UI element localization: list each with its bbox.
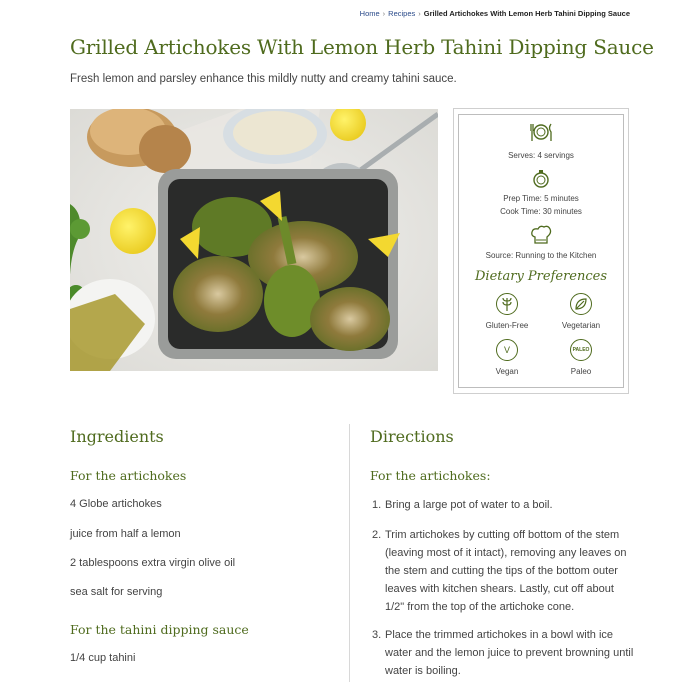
step-text: Bring a large pot of water to a boil. bbox=[385, 499, 553, 511]
plate-cutlery-icon bbox=[529, 122, 553, 142]
breadcrumb-recipes-link[interactable]: Recipes bbox=[388, 9, 416, 18]
cook-time-text: Cook Time: 30 minutes bbox=[500, 207, 582, 216]
page-subtitle: Fresh lemon and parsley enhance this mildly nutty and creamy tahini sauce. bbox=[70, 73, 457, 85]
ingredient-item: juice from half a lemon bbox=[70, 528, 181, 540]
step-text: Place the trimmed artichokes in a bowl with ice water and the lemon juice to prevent browning until water is boiling. bbox=[385, 629, 634, 677]
diet-gluten-free bbox=[477, 293, 537, 330]
ingredient-group-title: For the tahini dipping sauce bbox=[70, 622, 249, 637]
diet-label: Paleo bbox=[570, 367, 592, 376]
prep-time-text: Prep Time: 5 minutes bbox=[503, 194, 579, 203]
step-text: Trim artichokes by cutting off bottom of the stem (leaving most of it intact), removing any leaves on the stem and cutting the tips of the bottom outer leaves with kitchen shears. Lastly, cut off about 1/2" from the top of the artichoke cone. bbox=[385, 529, 627, 613]
ingredient-item: 2 tablespoons extra virgin olive oil bbox=[70, 557, 236, 569]
direction-group-title: For the artichokes: bbox=[370, 468, 491, 483]
recipe-info-box bbox=[453, 108, 629, 394]
serves-text: Serves: 4 servings bbox=[508, 151, 574, 160]
stopwatch-icon bbox=[532, 169, 550, 189]
breadcrumb-home-link[interactable]: Home bbox=[359, 9, 380, 18]
diet-vegan bbox=[477, 339, 537, 376]
vegan-v-icon: V bbox=[496, 339, 518, 361]
ingredient-item: sea salt for serving bbox=[70, 586, 163, 598]
paleo-icon: PALEO bbox=[570, 339, 592, 361]
ingredients-heading: Ingredients bbox=[70, 427, 164, 446]
recipe-hero-image bbox=[70, 109, 438, 371]
artichokes-photo bbox=[70, 109, 438, 371]
source-text: Source: Running to the Kitchen bbox=[485, 251, 597, 260]
page-title: Grilled Artichokes With Lemon Herb Tahini Dipping Sauce bbox=[70, 35, 654, 59]
diet-label: Vegetarian bbox=[561, 321, 601, 330]
breadcrumb-separator: › bbox=[418, 9, 421, 18]
wheat-icon bbox=[496, 293, 518, 315]
step-number: 2. bbox=[372, 529, 382, 541]
breadcrumb-current: Grilled Artichokes With Lemon Herb Tahini Dipping Sauce bbox=[423, 9, 630, 18]
diet-label: Gluten-Free bbox=[485, 321, 529, 330]
dietary-preferences-title: Dietary Preferences bbox=[474, 269, 608, 284]
breadcrumb-separator: › bbox=[382, 9, 386, 18]
chef-hat-icon bbox=[530, 225, 552, 245]
step-number: 3. bbox=[372, 629, 382, 641]
diet-label: Vegan bbox=[495, 367, 519, 376]
ingredient-item: 4 Globe artichokes bbox=[70, 498, 162, 510]
diet-paleo bbox=[551, 339, 611, 376]
step-number: 1. bbox=[372, 499, 382, 511]
column-divider bbox=[349, 424, 350, 682]
ingredient-group-title: For the artichokes bbox=[70, 468, 187, 483]
recipe-info-inner bbox=[458, 114, 624, 388]
breadcrumb bbox=[360, 9, 630, 18]
diet-vegetarian bbox=[551, 293, 611, 330]
leaf-icon bbox=[570, 293, 592, 315]
directions-heading: Directions bbox=[370, 427, 454, 446]
ingredient-item: 1/4 cup tahini bbox=[70, 652, 136, 664]
